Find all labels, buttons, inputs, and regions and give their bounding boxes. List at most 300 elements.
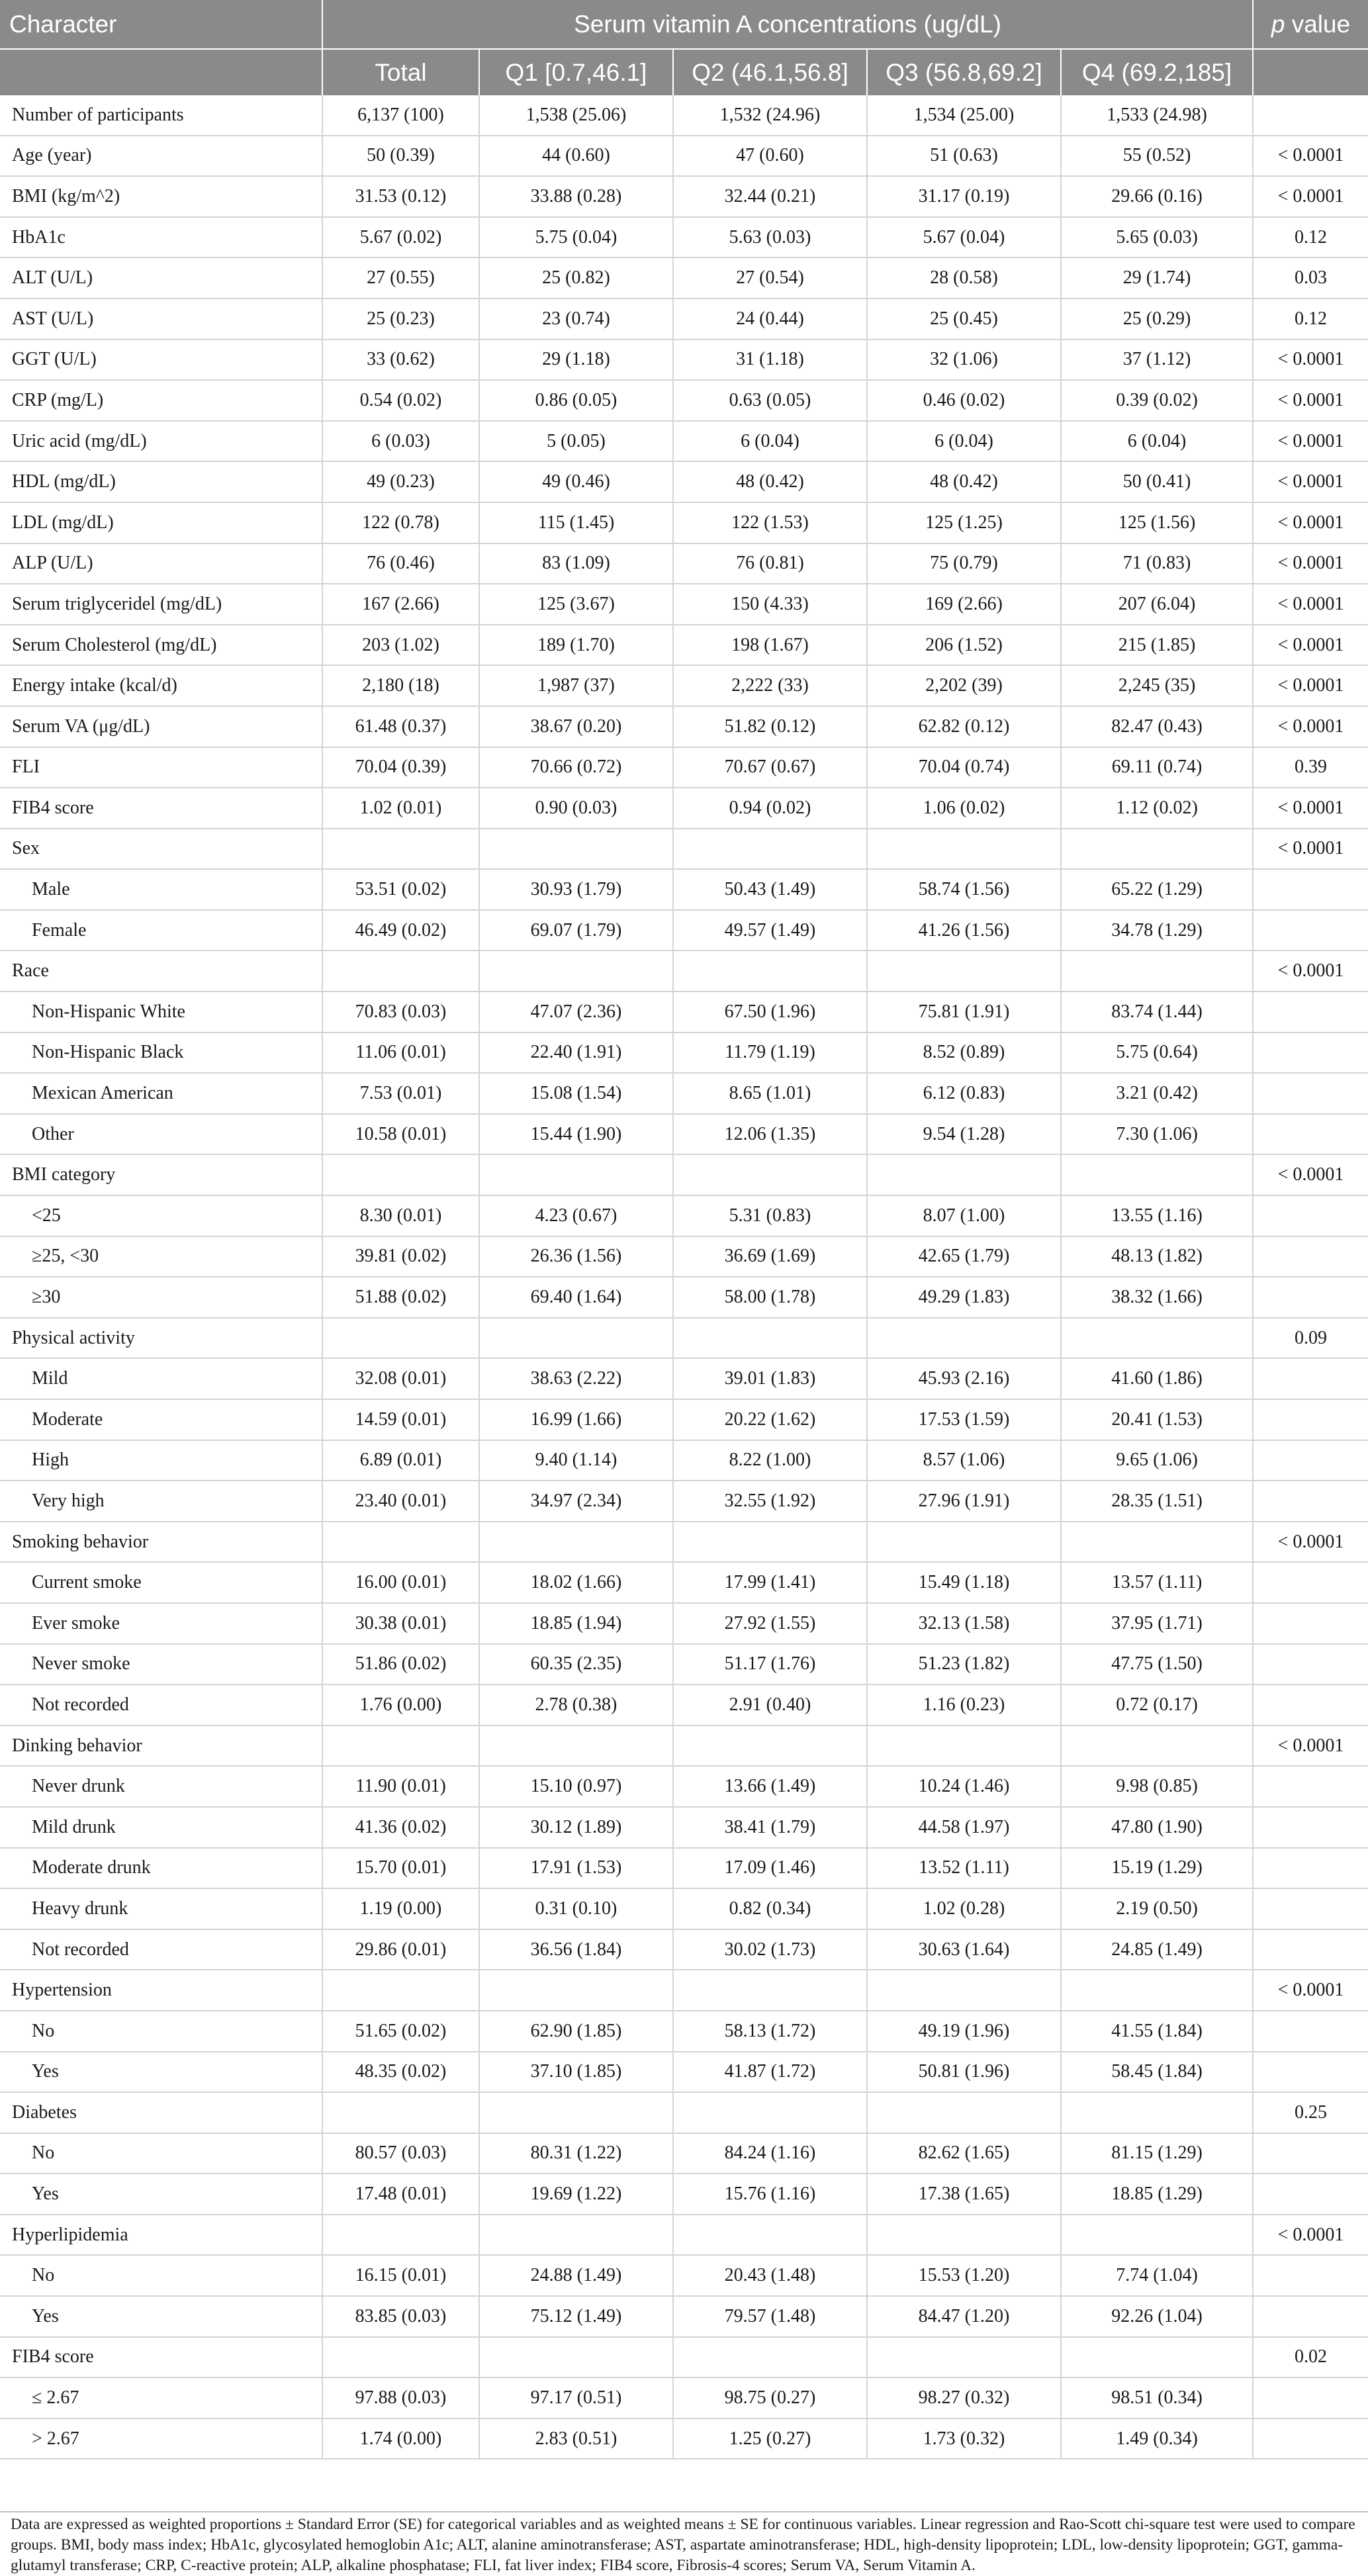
row-label: BMI (kg/m^2)	[0, 176, 322, 217]
cell-q1: 38.63 (2.22)	[479, 1358, 673, 1399]
row-label: ≥30	[0, 1277, 322, 1318]
cell-q2: 8.22 (1.00)	[673, 1440, 867, 1481]
cell-p-value: < 0.0001	[1253, 340, 1368, 381]
cell-q4: 92.26 (1.04)	[1061, 2296, 1253, 2337]
cell-q4: 29.66 (0.16)	[1061, 176, 1253, 217]
cell-q4: 7.74 (1.04)	[1061, 2255, 1253, 2296]
cell-q1: 1,987 (37)	[479, 665, 673, 706]
row-label: AST (U/L)	[0, 299, 322, 340]
cell-p-value: < 0.0001	[1253, 706, 1368, 747]
cell-total: 25 (0.23)	[322, 299, 479, 340]
row-label: Other	[0, 1114, 322, 1155]
row-label: Not recorded	[0, 1929, 322, 1970]
cell-q3: 6.12 (0.83)	[867, 1073, 1061, 1114]
cell-q3	[867, 829, 1061, 870]
table-row	[0, 829, 1368, 870]
cell-q2: 84.24 (1.16)	[673, 2133, 867, 2174]
cell-q3: 27.96 (1.91)	[867, 1481, 1061, 1522]
row-label: CRP (mg/L)	[0, 380, 322, 421]
cell-q2: 76 (0.81)	[673, 543, 867, 584]
cell-p-value: < 0.0001	[1253, 543, 1368, 584]
cell-p-value: < 0.0001	[1253, 176, 1368, 217]
row-label: > 2.67	[0, 2418, 322, 2460]
cell-q1: 29 (1.18)	[479, 340, 673, 381]
cell-q3	[867, 1522, 1061, 1563]
header-col-total: Total	[322, 49, 479, 95]
cell-q4: 207 (6.04)	[1061, 584, 1253, 625]
cell-p-value	[1253, 1195, 1368, 1236]
cell-q3: 42.65 (1.79)	[867, 1236, 1061, 1277]
cell-q3: 84.47 (1.20)	[867, 2296, 1061, 2337]
cell-q2	[673, 829, 867, 870]
row-label: FLI	[0, 747, 322, 788]
cell-q3: 8.52 (0.89)	[867, 1033, 1061, 1074]
cell-q3: 10.24 (1.46)	[867, 1766, 1061, 1807]
cell-q1	[479, 2092, 673, 2133]
table-row	[0, 95, 1368, 136]
cell-q2: 98.75 (0.27)	[673, 2377, 867, 2418]
cell-q2: 12.06 (1.35)	[673, 1114, 867, 1155]
cell-q4: 34.78 (1.29)	[1061, 910, 1253, 951]
cell-q2: 41.87 (1.72)	[673, 2052, 867, 2093]
cell-q2	[673, 1318, 867, 1359]
table-row	[0, 1970, 1368, 2011]
cell-q1: 38.67 (0.20)	[479, 706, 673, 747]
cell-p-value: < 0.0001	[1253, 584, 1368, 625]
header-col-q1: Q1 [0.7,46.1]	[479, 49, 673, 95]
cell-total: 70.83 (0.03)	[322, 991, 479, 1033]
row-label: Serum VA (μg/dL)	[0, 706, 322, 747]
table-row	[0, 788, 1368, 829]
cell-q1: 115 (1.45)	[479, 502, 673, 543]
cell-q2: 30.02 (1.73)	[673, 1929, 867, 1970]
cell-q2: 2,222 (33)	[673, 665, 867, 706]
table-row	[0, 1725, 1368, 1767]
cell-q4: 3.21 (0.42)	[1061, 1073, 1253, 1114]
cell-q2	[673, 950, 867, 991]
cell-q2: 8.65 (1.01)	[673, 1073, 867, 1114]
cell-q3	[867, 1154, 1061, 1195]
table-row	[0, 502, 1368, 543]
cell-q4: 58.45 (1.84)	[1061, 2052, 1253, 2093]
row-label: Moderate	[0, 1399, 322, 1440]
cell-q2: 48 (0.42)	[673, 461, 867, 502]
cell-p-value	[1253, 869, 1368, 910]
table-row	[0, 1888, 1368, 1929]
cell-q4: 2.19 (0.50)	[1061, 1888, 1253, 1929]
cell-q2: 36.69 (1.69)	[673, 1236, 867, 1277]
row-label: Physical activity	[0, 1318, 322, 1359]
cell-q4: 83.74 (1.44)	[1061, 991, 1253, 1033]
row-label: Very high	[0, 1481, 322, 1522]
table-row	[0, 421, 1368, 462]
table-row	[0, 217, 1368, 258]
cell-total: 14.59 (0.01)	[322, 1399, 479, 1440]
table-row	[0, 910, 1368, 951]
cell-q4	[1061, 2215, 1253, 2256]
row-label: FIB4 score	[0, 2337, 322, 2378]
cell-q1: 25 (0.82)	[479, 257, 673, 299]
cell-total: 23.40 (0.01)	[322, 1481, 479, 1522]
cell-p-value: < 0.0001	[1253, 2215, 1368, 2256]
table-row	[0, 2092, 1368, 2133]
table-row	[0, 1807, 1368, 1848]
cell-q2: 0.63 (0.05)	[673, 380, 867, 421]
table-row	[0, 1440, 1368, 1481]
cell-p-value	[1253, 991, 1368, 1033]
table-row	[0, 176, 1368, 217]
table-row	[0, 2174, 1368, 2215]
cell-q1: 33.88 (0.28)	[479, 176, 673, 217]
table-row	[0, 1644, 1368, 1685]
cell-q1	[479, 1154, 673, 1195]
cell-q3: 1.06 (0.02)	[867, 788, 1061, 829]
cell-q2: 51.82 (0.12)	[673, 706, 867, 747]
cell-q2: 20.43 (1.48)	[673, 2255, 867, 2296]
table-body	[0, 95, 1368, 2459]
cell-q1: 189 (1.70)	[479, 625, 673, 666]
cell-q1: 23 (0.74)	[479, 299, 673, 340]
cell-q2: 150 (4.33)	[673, 584, 867, 625]
cell-total: 2,180 (18)	[322, 665, 479, 706]
cell-q1: 37.10 (1.85)	[479, 2052, 673, 2093]
cell-q2: 49.57 (1.49)	[673, 910, 867, 951]
cell-q2: 5.63 (0.03)	[673, 217, 867, 258]
cell-p-value	[1253, 1644, 1368, 1685]
cell-total: 11.06 (0.01)	[322, 1033, 479, 1074]
row-label: Diabetes	[0, 2092, 322, 2133]
cell-p-value	[1253, 1277, 1368, 1318]
cell-total: 6,137 (100)	[322, 95, 479, 136]
table-row	[0, 2337, 1368, 2378]
cell-p-value	[1253, 2052, 1368, 2093]
header-col-q2: Q2 (46.1,56.8]	[673, 49, 867, 95]
cell-total: 16.15 (0.01)	[322, 2255, 479, 2296]
cell-q3: 75 (0.79)	[867, 543, 1061, 584]
cell-q4: 5.75 (0.64)	[1061, 1033, 1253, 1074]
cell-q1: 16.99 (1.66)	[479, 1399, 673, 1440]
cell-q1: 18.85 (1.94)	[479, 1603, 673, 1644]
cell-p-value	[1253, 1807, 1368, 1848]
cell-q3: 44.58 (1.97)	[867, 1807, 1061, 1848]
cell-q1	[479, 1522, 673, 1563]
cell-q3	[867, 2092, 1061, 2133]
cell-q1: 83 (1.09)	[479, 543, 673, 584]
cell-q2: 5.31 (0.83)	[673, 1195, 867, 1236]
cell-total: 32.08 (0.01)	[322, 1358, 479, 1399]
table-row	[0, 1684, 1368, 1725]
cell-q1	[479, 1970, 673, 2011]
table-row	[0, 2377, 1368, 2418]
row-label: Non-Hispanic Black	[0, 1033, 322, 1074]
table-row	[0, 1073, 1368, 1114]
cell-q3: 98.27 (0.32)	[867, 2377, 1061, 2418]
table-row	[0, 1236, 1368, 1277]
cell-q4: 125 (1.56)	[1061, 502, 1253, 543]
cell-q3: 49.29 (1.83)	[867, 1277, 1061, 1318]
table-row	[0, 2133, 1368, 2174]
cell-total: 31.53 (0.12)	[322, 176, 479, 217]
cell-q4: 41.55 (1.84)	[1061, 2011, 1253, 2052]
cell-q2: 11.79 (1.19)	[673, 1033, 867, 1074]
row-label: No	[0, 2133, 322, 2174]
cell-total: 15.70 (0.01)	[322, 1848, 479, 1889]
cell-q1: 49 (0.46)	[479, 461, 673, 502]
cell-q3: 206 (1.52)	[867, 625, 1061, 666]
cell-total	[322, 1318, 479, 1359]
cell-q4: 20.41 (1.53)	[1061, 1399, 1253, 1440]
cell-q4: 24.85 (1.49)	[1061, 1929, 1253, 1970]
cell-total	[322, 2092, 479, 2133]
cell-total: 51.65 (0.02)	[322, 2011, 479, 2052]
cell-total: 70.04 (0.39)	[322, 747, 479, 788]
cell-q3: 45.93 (2.16)	[867, 1358, 1061, 1399]
cell-p-value	[1253, 2418, 1368, 2460]
cell-q3: 58.74 (1.56)	[867, 869, 1061, 910]
row-label: Mild drunk	[0, 1807, 322, 1848]
cell-q3: 32 (1.06)	[867, 340, 1061, 381]
cell-total: 6 (0.03)	[322, 421, 479, 462]
cell-q3	[867, 950, 1061, 991]
row-label: FIB4 score	[0, 788, 322, 829]
cell-p-value: 0.39	[1253, 747, 1368, 788]
cell-q3: 169 (2.66)	[867, 584, 1061, 625]
cell-q2: 2.91 (0.40)	[673, 1684, 867, 1725]
cell-total: 49 (0.23)	[322, 461, 479, 502]
table-row	[0, 1114, 1368, 1155]
cell-q4: 13.57 (1.11)	[1061, 1562, 1253, 1603]
row-label: Dinking behavior	[0, 1725, 322, 1767]
cell-p-value	[1253, 1562, 1368, 1603]
cell-total: 7.53 (0.01)	[322, 1073, 479, 1114]
cell-total: 51.88 (0.02)	[322, 1277, 479, 1318]
row-label: Not recorded	[0, 1684, 322, 1725]
cell-q2: 32.44 (0.21)	[673, 176, 867, 217]
cell-q1	[479, 1725, 673, 1767]
cell-total: 0.54 (0.02)	[322, 380, 479, 421]
cell-total: 29.86 (0.01)	[322, 1929, 479, 1970]
cell-q1: 9.40 (1.14)	[479, 1440, 673, 1481]
cell-total: 6.89 (0.01)	[322, 1440, 479, 1481]
table-row	[0, 299, 1368, 340]
row-label: Female	[0, 910, 322, 951]
cell-total: 50 (0.39)	[322, 136, 479, 177]
cell-q3: 8.07 (1.00)	[867, 1195, 1061, 1236]
row-label: <25	[0, 1195, 322, 1236]
table-row	[0, 461, 1368, 502]
cell-p-value: 0.25	[1253, 2092, 1368, 2133]
cell-q4: 65.22 (1.29)	[1061, 869, 1253, 910]
cell-q4: 7.30 (1.06)	[1061, 1114, 1253, 1155]
row-label: Serum Cholesterol (mg/dL)	[0, 625, 322, 666]
cell-q1: 62.90 (1.85)	[479, 2011, 673, 2052]
row-label: No	[0, 2011, 322, 2052]
cell-q4: 71 (0.83)	[1061, 543, 1253, 584]
cell-p-value: 0.09	[1253, 1318, 1368, 1359]
table-row	[0, 1481, 1368, 1522]
table-row	[0, 1848, 1368, 1889]
cell-total	[322, 1970, 479, 2011]
cell-q1: 47.07 (2.36)	[479, 991, 673, 1033]
cell-q1: 15.10 (0.97)	[479, 1766, 673, 1807]
cell-q1: 75.12 (1.49)	[479, 2296, 673, 2337]
cell-q1: 125 (3.67)	[479, 584, 673, 625]
cell-total	[322, 2215, 479, 2256]
cell-p-value: < 0.0001	[1253, 380, 1368, 421]
table-row	[0, 869, 1368, 910]
cell-total: 5.67 (0.02)	[322, 217, 479, 258]
cell-q2	[673, 1154, 867, 1195]
cell-q2: 27 (0.54)	[673, 257, 867, 299]
cell-p-value: < 0.0001	[1253, 950, 1368, 991]
table-row	[0, 1154, 1368, 1195]
cell-q2: 20.22 (1.62)	[673, 1399, 867, 1440]
cell-q1	[479, 1318, 673, 1359]
cell-q4	[1061, 1522, 1253, 1563]
cell-q3: 0.46 (0.02)	[867, 380, 1061, 421]
cell-p-value: < 0.0001	[1253, 136, 1368, 177]
row-label: Race	[0, 950, 322, 991]
row-label: Ever smoke	[0, 1603, 322, 1644]
table-row	[0, 1603, 1368, 1644]
cell-q4: 5.65 (0.03)	[1061, 217, 1253, 258]
cell-q1: 70.66 (0.72)	[479, 747, 673, 788]
cell-q4: 37.95 (1.71)	[1061, 1603, 1253, 1644]
cell-q3: 51.23 (1.82)	[867, 1644, 1061, 1685]
cell-q1: 36.56 (1.84)	[479, 1929, 673, 1970]
cell-q1: 4.23 (0.67)	[479, 1195, 673, 1236]
cell-total: 1.02 (0.01)	[322, 788, 479, 829]
cell-p-value: < 0.0001	[1253, 1725, 1368, 1767]
cell-p-value	[1253, 1114, 1368, 1155]
cell-p-value	[1253, 95, 1368, 136]
cell-total	[322, 829, 479, 870]
cell-q2: 51.17 (1.76)	[673, 1644, 867, 1685]
cell-q3	[867, 1318, 1061, 1359]
cell-q4: 47.80 (1.90)	[1061, 1807, 1253, 1848]
cell-p-value: < 0.0001	[1253, 502, 1368, 543]
cell-p-value: 0.02	[1253, 2337, 1368, 2378]
cell-q3: 1,534 (25.00)	[867, 95, 1061, 136]
cell-q3: 13.52 (1.11)	[867, 1848, 1061, 1889]
cell-q2: 198 (1.67)	[673, 625, 867, 666]
row-label: Male	[0, 869, 322, 910]
cell-q4	[1061, 1725, 1253, 1767]
cell-q2: 24 (0.44)	[673, 299, 867, 340]
cell-q3: 49.19 (1.96)	[867, 2011, 1061, 2052]
cell-p-value: 0.03	[1253, 257, 1368, 299]
cell-total: 48.35 (0.02)	[322, 2052, 479, 2093]
cell-p-value	[1253, 2133, 1368, 2174]
cell-q2: 50.43 (1.49)	[673, 869, 867, 910]
cell-q3: 32.13 (1.58)	[867, 1603, 1061, 1644]
cell-q4: 48.13 (1.82)	[1061, 1236, 1253, 1277]
header-p-value	[1253, 0, 1368, 49]
cell-total: 122 (0.78)	[322, 502, 479, 543]
table-row	[0, 2011, 1368, 2052]
table-row	[0, 1399, 1368, 1440]
cell-q3: 8.57 (1.06)	[867, 1440, 1061, 1481]
cell-total: 80.57 (0.03)	[322, 2133, 479, 2174]
cell-q2: 38.41 (1.79)	[673, 1807, 867, 1848]
table-row	[0, 2255, 1368, 2296]
cell-q1: 44 (0.60)	[479, 136, 673, 177]
cell-q1: 15.44 (1.90)	[479, 1114, 673, 1155]
cell-p-value	[1253, 2255, 1368, 2296]
cell-p-value	[1253, 1440, 1368, 1481]
cell-q3: 15.49 (1.18)	[867, 1562, 1061, 1603]
cell-p-value: < 0.0001	[1253, 829, 1368, 870]
row-label: Sex	[0, 829, 322, 870]
row-label: ≥25, <30	[0, 1236, 322, 1277]
table-header	[0, 0, 1368, 95]
row-label: Current smoke	[0, 1562, 322, 1603]
cell-q4: 28.35 (1.51)	[1061, 1481, 1253, 1522]
cell-q3	[867, 2215, 1061, 2256]
cell-q2: 31 (1.18)	[673, 340, 867, 381]
cell-total: 1.76 (0.00)	[322, 1684, 479, 1725]
cell-q4: 0.39 (0.02)	[1061, 380, 1253, 421]
cell-q3: 28 (0.58)	[867, 257, 1061, 299]
cell-p-value: < 0.0001	[1253, 1522, 1368, 1563]
cell-p-value	[1253, 2296, 1368, 2337]
cell-q4: 9.65 (1.06)	[1061, 1440, 1253, 1481]
cell-q4: 41.60 (1.86)	[1061, 1358, 1253, 1399]
row-label: Mild	[0, 1358, 322, 1399]
table-row	[0, 1033, 1368, 1074]
cell-p-value	[1253, 1848, 1368, 1889]
cell-p-value: < 0.0001	[1253, 421, 1368, 462]
cell-p-value	[1253, 1073, 1368, 1114]
cell-p-value: < 0.0001	[1253, 461, 1368, 502]
cell-q3: 62.82 (0.12)	[867, 706, 1061, 747]
cell-q3: 30.63 (1.64)	[867, 1929, 1061, 1970]
cell-q2: 0.82 (0.34)	[673, 1888, 867, 1929]
cell-q4: 25 (0.29)	[1061, 299, 1253, 340]
cell-q2: 13.66 (1.49)	[673, 1766, 867, 1807]
cell-q3: 1.16 (0.23)	[867, 1684, 1061, 1725]
cell-total: 10.58 (0.01)	[322, 1114, 479, 1155]
cell-q2: 47 (0.60)	[673, 136, 867, 177]
table-row	[0, 2296, 1368, 2337]
table-row	[0, 1318, 1368, 1359]
cell-q4: 38.32 (1.66)	[1061, 1277, 1253, 1318]
table-row	[0, 1195, 1368, 1236]
cell-q4: 29 (1.74)	[1061, 257, 1253, 299]
header-empty-character	[0, 49, 322, 95]
cell-q4: 69.11 (0.74)	[1061, 747, 1253, 788]
table-row	[0, 380, 1368, 421]
cell-total: 53.51 (0.02)	[322, 869, 479, 910]
cell-q3	[867, 1970, 1061, 2011]
cell-q1	[479, 950, 673, 991]
cell-p-value	[1253, 2011, 1368, 2052]
cell-p-value	[1253, 2377, 1368, 2418]
cell-q3: 70.04 (0.74)	[867, 747, 1061, 788]
row-label: Moderate drunk	[0, 1848, 322, 1889]
row-label: Yes	[0, 2296, 322, 2337]
table-row	[0, 136, 1368, 177]
row-label: Never drunk	[0, 1766, 322, 1807]
cell-q1: 69.40 (1.64)	[479, 1277, 673, 1318]
table-row	[0, 340, 1368, 381]
cell-q4	[1061, 2337, 1253, 2378]
cell-q3: 75.81 (1.91)	[867, 991, 1061, 1033]
cell-q2: 17.99 (1.41)	[673, 1562, 867, 1603]
table-row	[0, 257, 1368, 299]
cell-q3	[867, 1725, 1061, 1767]
row-label: Mexican American	[0, 1073, 322, 1114]
